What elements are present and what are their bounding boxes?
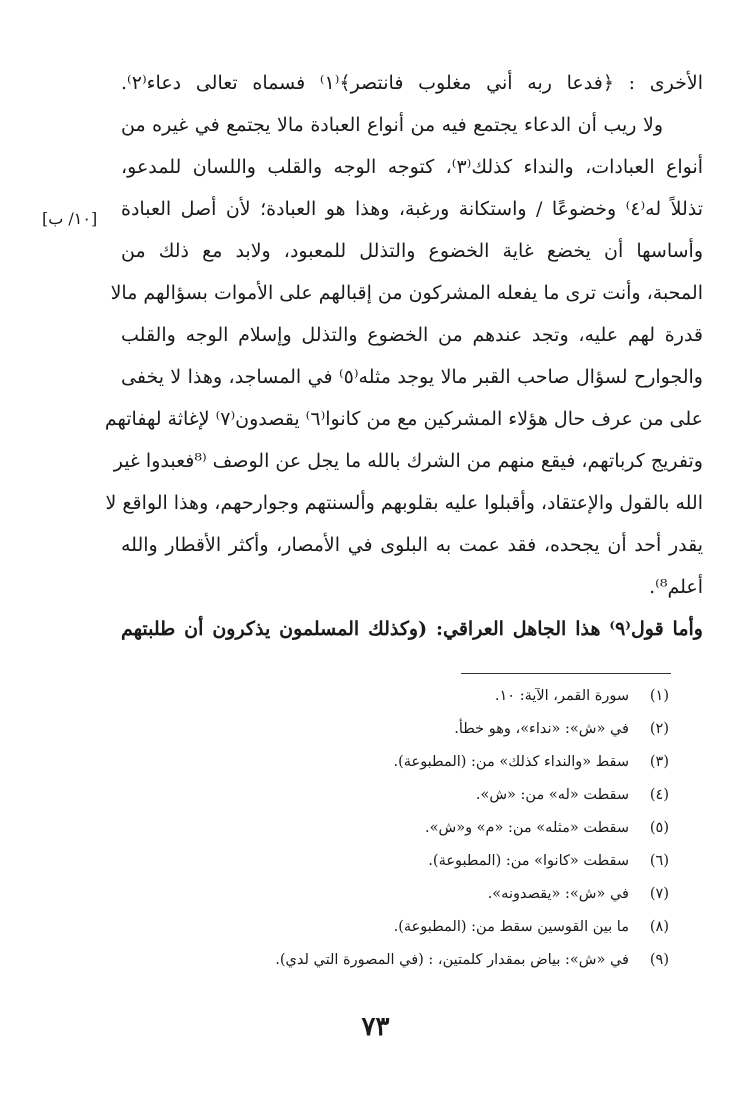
text-line: تذللاً له⁽٤⁾ وخضوعًا / واستكانة ورغبة، وهذا هو العبادة؛ لأن أصل العبادة xyxy=(121,198,703,220)
footnote xyxy=(109,746,669,779)
footnote-number: (٨) xyxy=(649,919,669,935)
text-line: قدرة لهم عليه، وتجد عندهم من الخضوع والتذلل وإسلام الوجه والقلب xyxy=(121,324,703,346)
footnote xyxy=(109,680,669,713)
footnote-number: (٩) xyxy=(649,952,669,968)
footnote xyxy=(109,845,669,878)
text-line: الأخرى : ﴿فدعا ربه أني مغلوب فانتصر﴾⁽١⁾ فسماه تعالى دعاء⁽٢⁾. xyxy=(121,72,703,94)
footnote xyxy=(109,779,669,812)
footnote-number: (٤) xyxy=(649,787,669,803)
text-line: على من عرف حال هؤلاء المشركين مع من كانوا⁽٦⁾ يقصدون⁽٧⁾ لإغاثة لهفاتهم xyxy=(104,408,703,430)
text-line: المحبة، وأنت ترى ما يفعله المشركون من إقبالهم على الأموات بسؤالهم مالا xyxy=(110,282,703,304)
footnote-number: (٧) xyxy=(649,886,669,902)
footnote-text: ما بين القوسين سقط من: (المطبوعة). xyxy=(393,919,629,935)
footnote-number: (٢) xyxy=(649,721,669,737)
text-line: أعلم⁸⁾. xyxy=(649,576,703,598)
page-number: ٧٣ xyxy=(361,1012,390,1042)
footnote-text: سقطت «مثله» من: «م» و«ش». xyxy=(425,820,629,836)
footnote-text: سقطت «له» من: «ش». xyxy=(475,787,629,803)
text-line: والجوارح لسؤال صاحب القبر مالا يوجد مثله⁽٥⁾ في المساجد، وهذا لا يخفى xyxy=(121,366,703,388)
footnote-separator xyxy=(461,673,671,674)
footnote-number: (٥) xyxy=(649,820,669,836)
main-text xyxy=(104,62,704,650)
footnote-text: سقطت «كانوا» من: (المطبوعة). xyxy=(428,853,629,869)
footnote-text: سقط «والنداء كذلك» من: (المطبوعة). xyxy=(393,754,629,770)
footnote xyxy=(109,911,669,944)
text-line: وأساسها أن يخضع غاية الخضوع والتذلل للمعبود، ولابد مع ذلك من xyxy=(121,240,703,262)
text-line: وتفريج كرباتهم، فيقع منهم من الشرك بالله ما يجل عن الوصف ⁽⁸فعبدوا غير xyxy=(113,450,703,472)
text-line: أنواع العبادات، والنداء كذلك⁽٣⁾، كتوجه الوجه والقلب واللسان للمدعو، xyxy=(121,156,704,178)
footnote-number: (١) xyxy=(649,688,669,704)
text-line: ولا ريب أن الدعاء يجتمع فيه من أنواع العبادة مالا يجتمع في غيره من xyxy=(121,114,663,136)
footnotes xyxy=(109,680,669,977)
footnote xyxy=(109,944,669,977)
footnote-number: (٦) xyxy=(649,853,669,869)
text-line-bold: وأما قول⁽٩⁾ هذا الجاهل العراقي: (وكذلك المسلمون يذكرون أن طلبتهم xyxy=(121,618,703,640)
footnote-text: في «ش»: «نداء»، وهو خطأ. xyxy=(454,721,629,737)
footnote-number: (٣) xyxy=(649,754,669,770)
footnote xyxy=(109,713,669,746)
footnote-text: في «ش»: «يقصدونه». xyxy=(487,886,629,902)
footnote xyxy=(109,878,669,911)
folio-margin-marker: [١٠/ ب] xyxy=(42,209,98,228)
footnote-text: سورة القمر، الآية: ١٠. xyxy=(494,688,629,704)
footnote xyxy=(109,812,669,845)
footnote-text: في «ش»: بياض بمقدار كلمتين، : (في المصورة التي لدي). xyxy=(275,952,629,968)
text-line: الله بالقول والإعتقاد، وأقبلوا عليه بقلوبهم وألسنتهم وجوارحهم، وهذا الواقع لا xyxy=(105,492,703,514)
text-line: يقدر أحد أن يجحده، فقد عمت به البلوى في الأمصار، وأكثر الأقطار والله xyxy=(121,534,703,556)
